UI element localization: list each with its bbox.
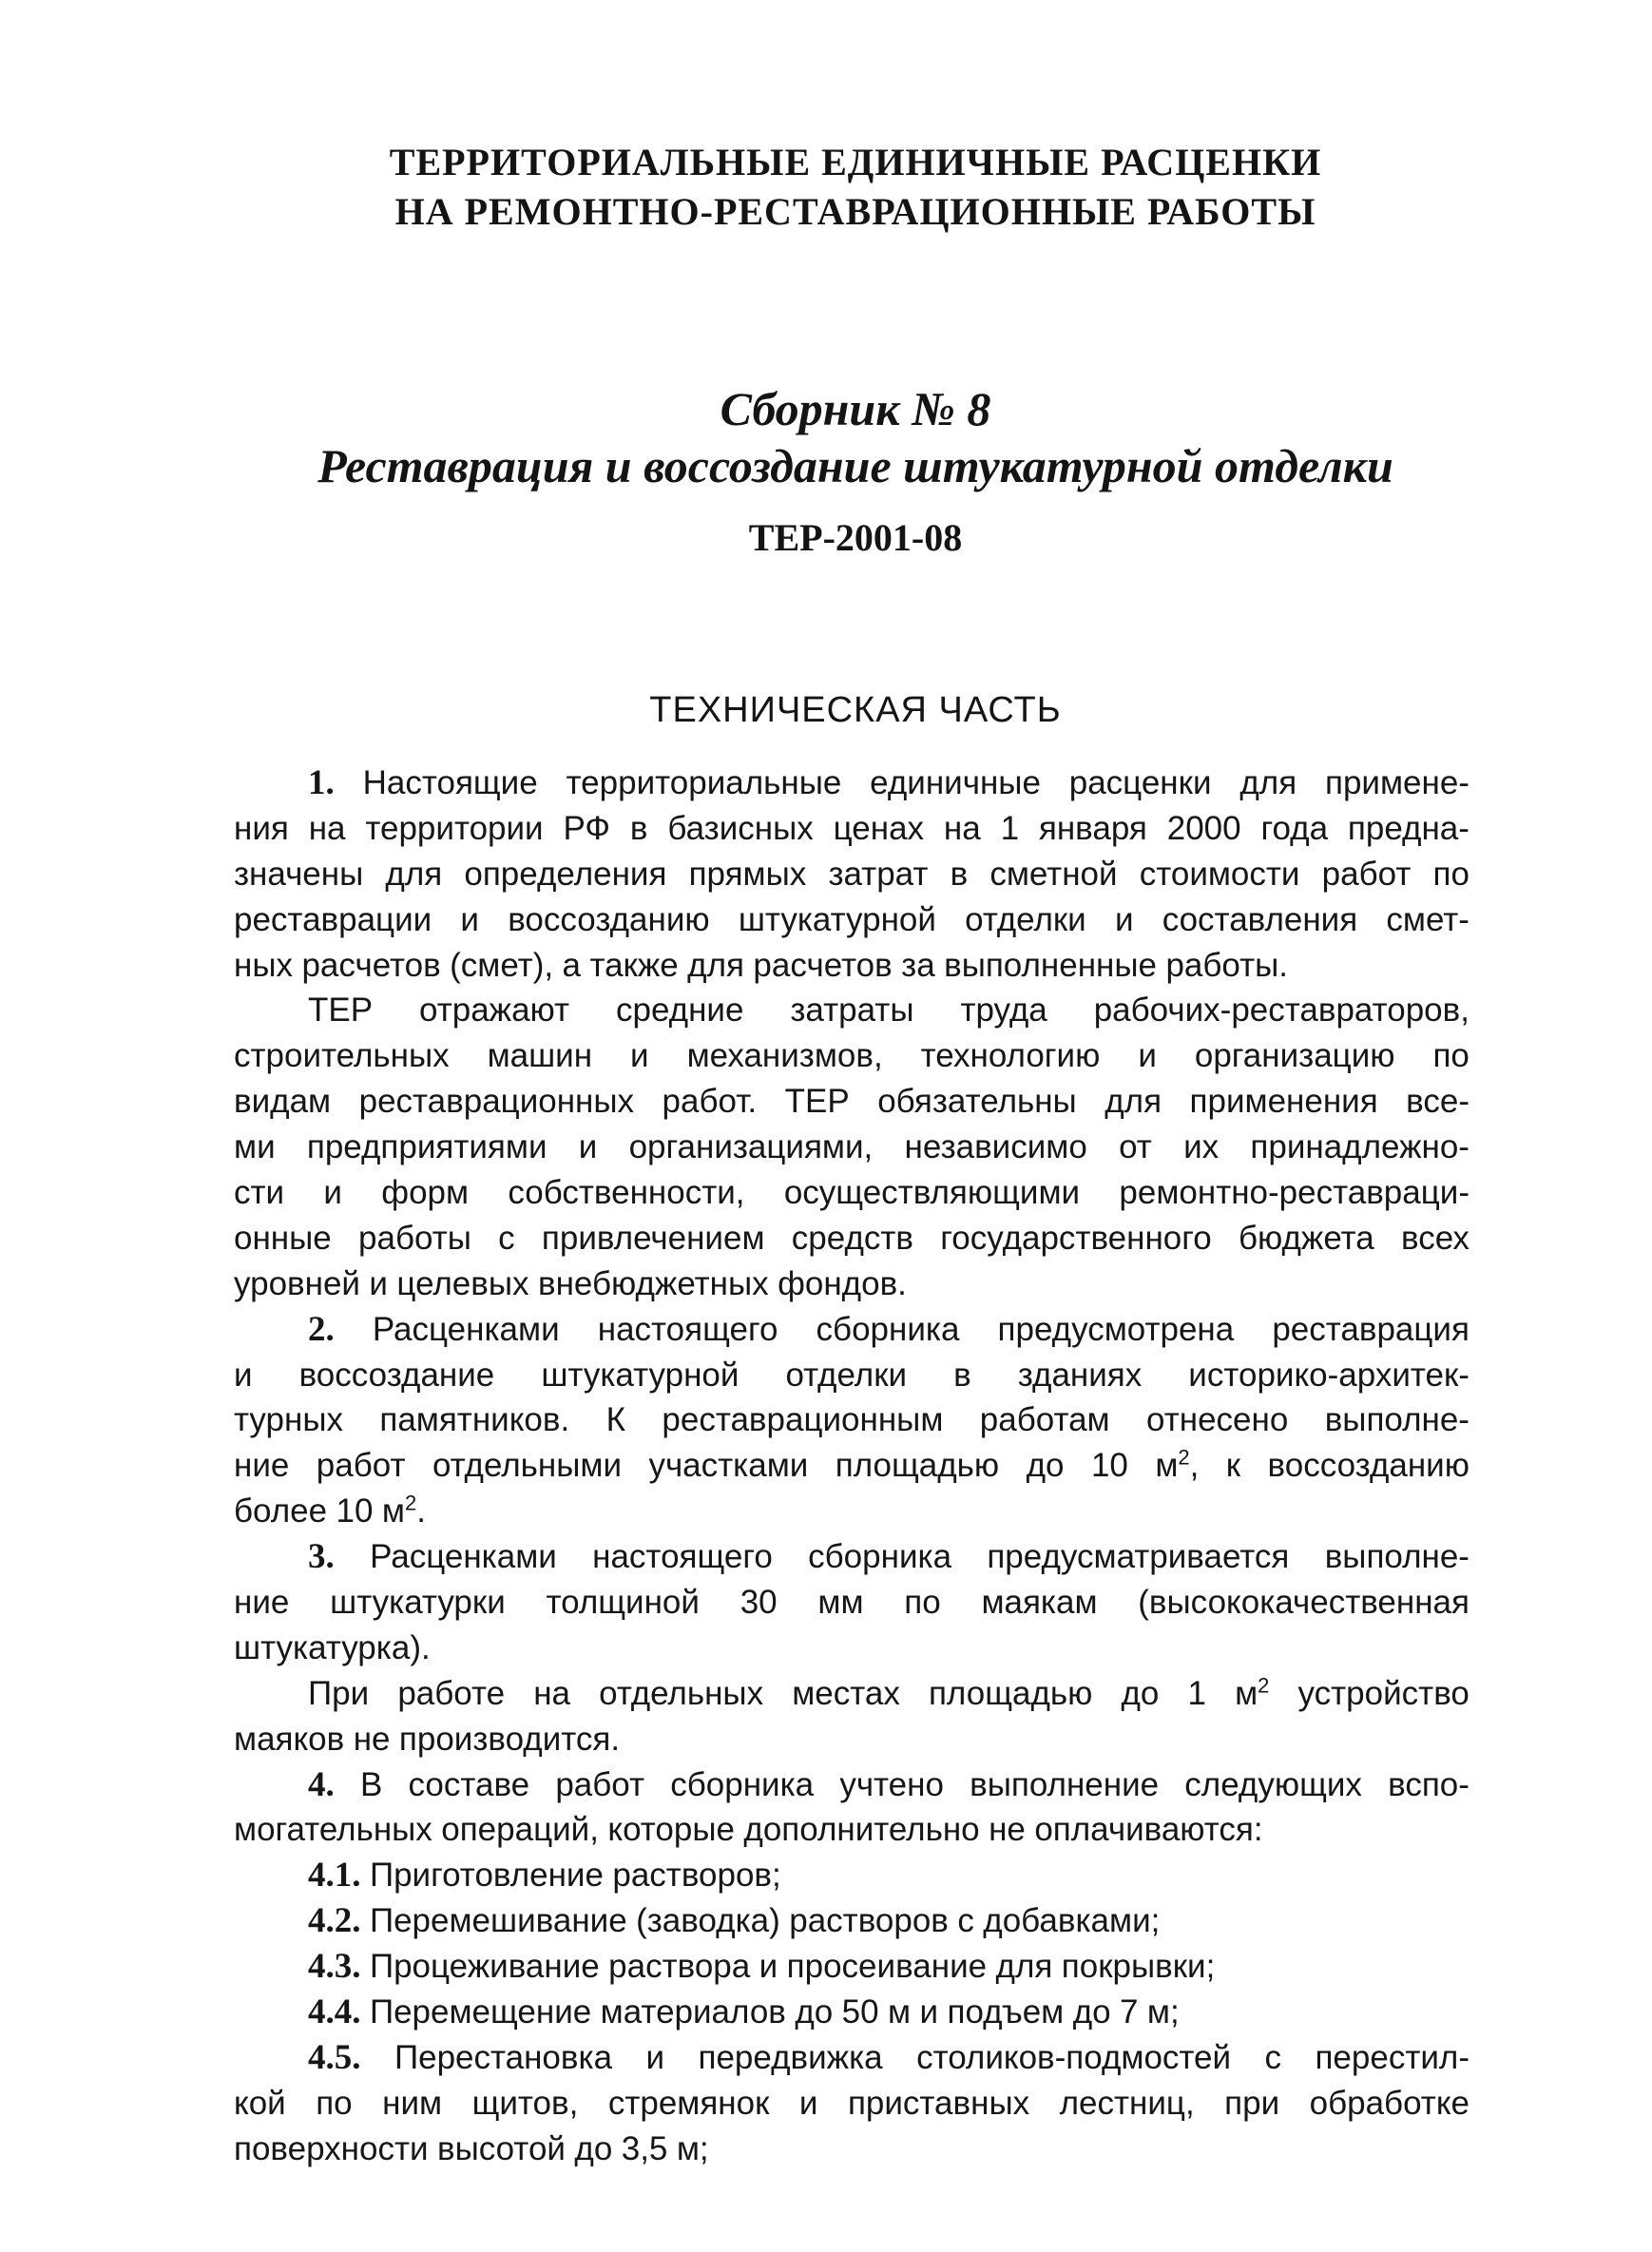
paragraph-line: 4.2. Перемешивание (заводка) растворов с добавками; xyxy=(308,1901,1161,1941)
paragraph-number: 4.5. xyxy=(308,2037,361,2077)
paragraph xyxy=(234,1990,1470,2035)
paragraph-number: 3. xyxy=(308,1537,335,1577)
paragraph-line: поверхности высотой до 3,5 м; xyxy=(234,2129,709,2167)
paragraph xyxy=(234,2035,1470,2172)
document-code: ТЕР-2001-08 xyxy=(748,516,963,559)
paragraph-number: 4. xyxy=(308,1764,335,1804)
collection-number: Сборник № 8 xyxy=(720,382,991,435)
paragraph-line: онные работы с привлечением средств государственного бюджета всех xyxy=(234,1219,1470,1257)
paragraph-line: ние штукатурки толщиной 30 мм по маякам (высококачественная xyxy=(234,1584,1470,1622)
paragraph-line: ния на территории РФ в базисных ценах на 1 января 2000 года предна- xyxy=(234,809,1470,847)
paragraph xyxy=(234,1853,1470,1898)
document-header-line-1: ТЕРРИТОРИАЛЬНЫЕ ЕДИНИЧНЫЕ РАСЦЕНКИ xyxy=(389,141,1322,183)
paragraph-line: турных памятников. К реставрационным работам отнесено выполне- xyxy=(234,1401,1470,1439)
paragraph-number: 4.2. xyxy=(308,1901,361,1941)
paragraph xyxy=(234,1898,1470,1944)
paragraph xyxy=(234,760,1470,988)
paragraph-line: сти и форм собственности, осуществляющими ремонтно-реставраци- xyxy=(234,1174,1470,1212)
paragraph-line: 4.4. Перемещение материалов до 50 м и подъем до 7 м; xyxy=(308,1992,1180,2032)
paragraph-line: ми предприятиями и организациями, независимо от их принадлежно- xyxy=(234,1128,1470,1166)
paragraph-number: 1. xyxy=(308,763,335,802)
paragraph-line: 4.5. Перестановка и передвижка столиков-подмостей с перестил- xyxy=(308,2037,1470,2077)
paragraph-line: видам реставрационных работ. ТЕР обязательны для применения все- xyxy=(234,1083,1470,1121)
paragraph-line: ние работ отдельными участками площадью до 10 $м^2$, к воссозданию xyxy=(234,1445,1470,1485)
paragraph-line: 4. В составе работ сборника учтено выполнение следующих вспо- xyxy=(308,1764,1470,1804)
paragraph xyxy=(234,988,1470,1306)
paragraph-number: 4.4. xyxy=(308,1992,361,2032)
paragraph xyxy=(234,1534,1470,1671)
paragraph-line: ных расчетов (смет), а также для расчетов за выполненные работы. xyxy=(234,946,1289,984)
paragraph-line: 4.1. Приготовление растворов; xyxy=(308,1856,781,1896)
paragraph-line: маяков не производится. xyxy=(234,1720,621,1758)
paragraph xyxy=(234,1762,1470,1854)
paragraph xyxy=(234,1307,1470,1534)
document-header-line-2: НА РЕМОНТНО-РЕСТАВРАЦИОННЫЕ РАБОТЫ xyxy=(394,190,1316,233)
paragraph xyxy=(234,1671,1470,1762)
technical-part-body xyxy=(234,760,1470,2172)
paragraph-line: 4.3. Процеживание раствора и просеивание для покрывки; xyxy=(308,1947,1216,1987)
paragraph-line: 2. Расценками настоящего сборника предусмотрена реставрация xyxy=(308,1309,1470,1349)
paragraph-number: 4.1. xyxy=(308,1856,361,1896)
paragraph-line: и воссоздание штукатурной отделки в зданиях историко-архитек- xyxy=(234,1356,1470,1394)
paragraph-line: 3. Расценками настоящего сборника предусматривается выполне- xyxy=(308,1537,1470,1577)
paragraph-line: более 10 $м^2$. xyxy=(234,1491,426,1530)
paragraph-line: значены для определения прямых затрат в сметной стоимости работ по xyxy=(234,855,1470,893)
paragraph-line: ТЕР отражают средние затраты труда рабочих-реставраторов, xyxy=(308,991,1470,1030)
paragraph xyxy=(234,1944,1470,1990)
paragraph-line: реставрации и воссозданию штукатурной отделки и составления смет- xyxy=(234,900,1470,938)
paragraph-number: 4.3. xyxy=(308,1947,361,1987)
paragraph-number: 2. xyxy=(308,1309,335,1349)
paragraph-line: штукатурка). xyxy=(234,1628,431,1666)
paragraph-line: уровней и целевых внебюджетных фондов. xyxy=(234,1264,907,1302)
paragraph-line: строительных машин и механизмов, технологию и организацию по xyxy=(234,1037,1470,1075)
paragraph-line: 1. Настоящие территориальные единичные расценки для примене- xyxy=(308,763,1470,802)
paragraph-line: могательных операций, которые дополнительно не оплачиваются: xyxy=(234,1811,1263,1849)
paragraph-line: кой по ним щитов, стремянок и приставных лестниц, при обработке xyxy=(234,2084,1470,2122)
collection-title: Реставрация и воссоздание штукатурной отделки xyxy=(317,439,1393,492)
paragraph-line: При работе на отдельных местах площадью до 1 $м^2$ устройство xyxy=(308,1673,1470,1712)
section-title: ТЕХНИЧЕСКАЯ ЧАСТЬ xyxy=(649,690,1062,730)
